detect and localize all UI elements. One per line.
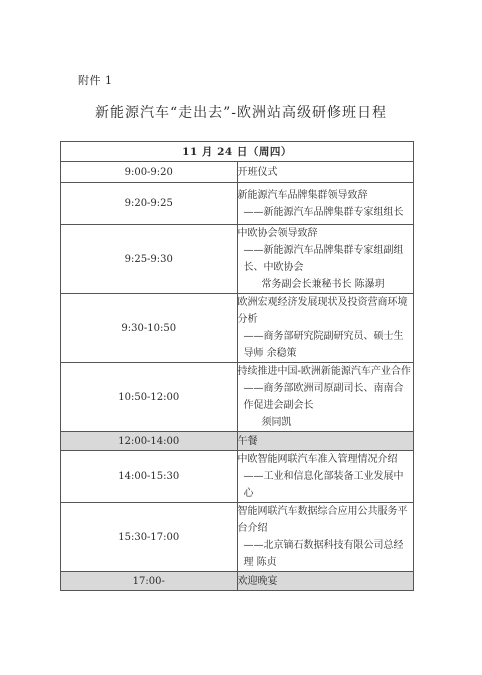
content-cell bbox=[237, 183, 414, 225]
time-cell: 9:20-9:25 bbox=[61, 183, 238, 225]
content-cell bbox=[237, 432, 414, 451]
session-speaker: ——商务部欧洲司原副司长、南南合作促进会副会长 bbox=[243, 383, 404, 411]
schedule-row bbox=[61, 503, 414, 572]
session-speaker: ——北京镝石数据科技有限公司总经理 陈贞 bbox=[243, 540, 404, 568]
page-title: 新能源汽车“走出去”-欧洲站高级研修班日程 bbox=[94, 105, 388, 121]
content-cell bbox=[237, 572, 414, 591]
day-header-row bbox=[61, 142, 414, 162]
session-speaker-cont: 常务副会长兼秘书长 陈瀑玥 bbox=[261, 279, 385, 290]
session-speaker: ——新能源汽车品牌集群专家组副组长、中欧协会 bbox=[243, 245, 404, 273]
session-title: 中欧智能网联汽车准入管理情况介绍 bbox=[237, 454, 398, 465]
time-cell: 17:00- bbox=[61, 572, 238, 591]
session-speaker: ——商务部研究院副研究员、硕士生导师 余稳策 bbox=[243, 331, 404, 359]
content-cell bbox=[237, 503, 414, 572]
session-title: 持续推进中国-欧洲新能源汽车产业合作 bbox=[237, 366, 411, 377]
time-cell: 14:00-15:30 bbox=[61, 451, 238, 503]
content-cell bbox=[237, 162, 414, 183]
session-speaker: ——工业和信息化部装备工业发展中心 bbox=[243, 471, 404, 499]
schedule-row-lunch bbox=[61, 432, 414, 451]
content-cell bbox=[237, 363, 414, 432]
session-title: 欧洲宏观经济发展现状及投资营商环境分析 bbox=[237, 297, 408, 325]
schedule-row bbox=[61, 162, 414, 183]
attachment-label: 附件 1 bbox=[78, 74, 113, 87]
schedule-row-dinner bbox=[61, 572, 414, 591]
day-header: 11 月 24 日（周四） bbox=[61, 142, 414, 162]
time-cell: 9:00-9:20 bbox=[61, 162, 238, 183]
session-title: 中欧协会领导致辞 bbox=[237, 228, 318, 239]
time-cell: 10:50-12:00 bbox=[61, 363, 238, 432]
content-cell bbox=[237, 225, 414, 294]
content-cell bbox=[237, 451, 414, 503]
time-cell: 15:30-17:00 bbox=[61, 503, 238, 572]
content-cell bbox=[237, 294, 414, 363]
session-title: 开班仪式 bbox=[237, 166, 278, 178]
schedule-row bbox=[61, 294, 414, 363]
time-cell: 12:00-14:00 bbox=[61, 432, 238, 451]
schedule-row bbox=[61, 451, 414, 503]
schedule-row bbox=[61, 363, 414, 432]
time-cell: 9:30-10:50 bbox=[61, 294, 238, 363]
session-title: 智能网联汽车数据综合应用公共服务平台介绍 bbox=[237, 506, 408, 534]
session-speaker-cont: 须同凯 bbox=[261, 417, 292, 428]
session-title: 欢迎晚宴 bbox=[237, 575, 278, 587]
schedule-row bbox=[61, 225, 414, 294]
schedule-row bbox=[61, 183, 414, 225]
session-title: 新能源汽车品牌集群领导致辞 bbox=[237, 189, 368, 201]
schedule-table bbox=[60, 141, 414, 591]
time-cell: 9:25-9:30 bbox=[61, 225, 238, 294]
session-title: 午餐 bbox=[237, 435, 258, 447]
session-speaker: ——新能源汽车品牌集群专家组组长 bbox=[243, 206, 404, 218]
